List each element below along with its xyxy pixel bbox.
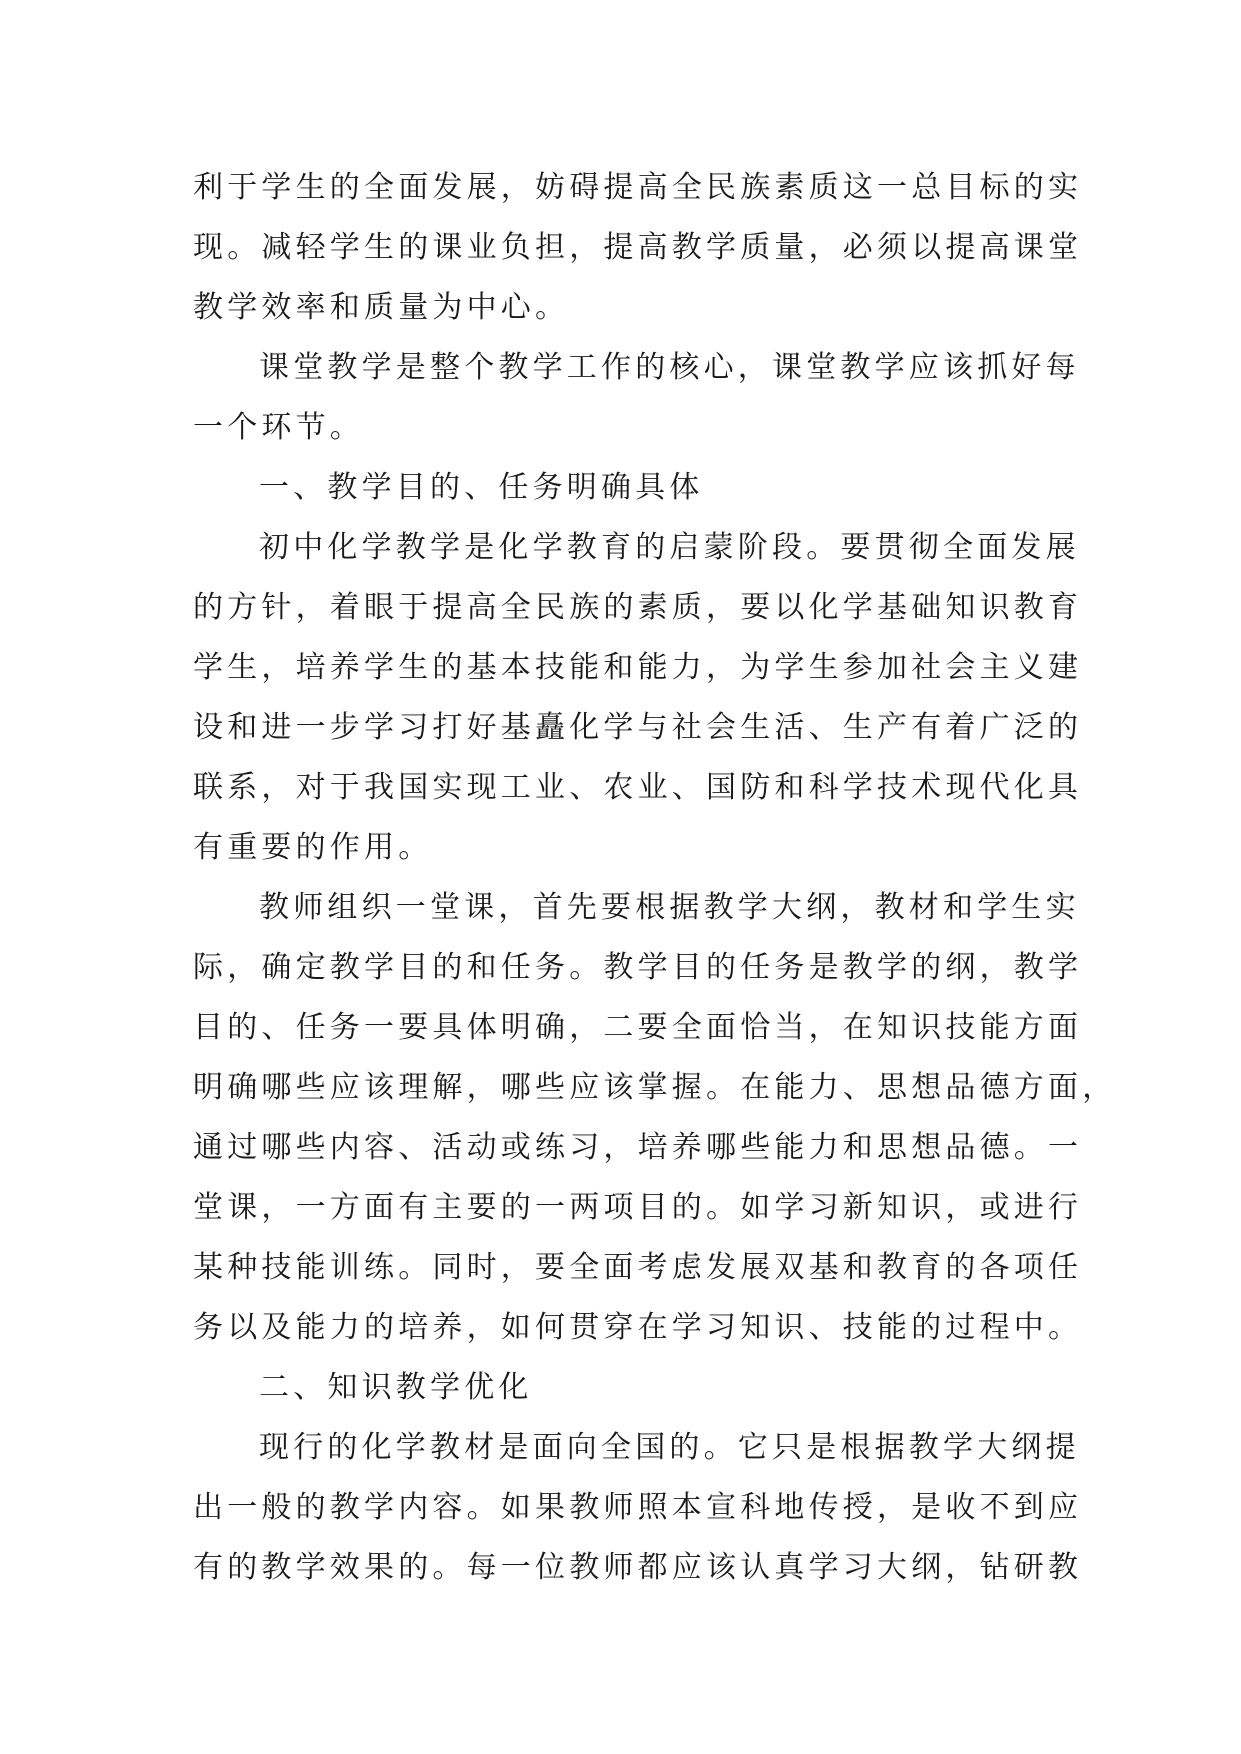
text-line: 利于学生的全面发展，妨碍提高全民族素质这一总目标的实 [193, 170, 1083, 205]
text-line: 一个环节。 [193, 410, 364, 445]
text-line: 出一般的教学内容。如果教师照本宣科地传授，是收不到应 [193, 1490, 1083, 1525]
text-line: 目的、任务一要具体明确，二要全面恰当，在知识技能方面 [193, 1010, 1083, 1045]
text-line: 初中化学教学是化学教育的启蒙阶段。要贯彻全面发展 [259, 530, 1080, 565]
text-line: 有重要的作用。 [193, 830, 433, 865]
text-line: 学生，培养学生的基本技能和能力，为学生参加社会主义建 [193, 650, 1083, 685]
text-line: 教学效率和质量为中心。 [193, 290, 570, 325]
text-line: 某种技能训练。同时，要全面考虑发展双基和教育的各项任 [193, 1250, 1083, 1285]
text-line: 现行的化学教材是面向全国的。它只是根据教学大纲提 [259, 1430, 1080, 1465]
text-line: 明确哪些应该理解，哪些应该掌握。在能力、思想品德方面， [193, 1070, 1117, 1105]
text-line: 通过哪些内容、活动或练习，培养哪些能力和思想品德。一 [193, 1130, 1083, 1165]
text-line: 联系，对于我国实现工业、农业、国防和科学技术现代化具 [193, 770, 1083, 805]
text-line: 课堂教学是整个教学工作的核心，课堂教学应该抓好每 [259, 350, 1080, 385]
text-line: 现。减轻学生的课业负担，提高教学质量，必须以提高课堂 [193, 230, 1083, 265]
text-line: 堂课，一方面有主要的一两项目的。如学习新知识，或进行 [193, 1190, 1083, 1225]
text-line: 二、知识教学优化 [259, 1370, 533, 1405]
text-line: 设和进一步学习打好基矗化学与社会生活、生产有着广泛的 [193, 710, 1083, 745]
text-line: 教师组织一堂课，首先要根据教学大纲，教材和学生实 [259, 890, 1080, 925]
text-line: 的方针，着眼于提高全民族的素质，要以化学基础知识教育 [193, 590, 1083, 625]
text-line: 际，确定教学目的和任务。教学目的任务是教学的纲，教学 [193, 950, 1083, 985]
text-line: 务以及能力的培养，如何贯穿在学习知识、技能的过程中。 [193, 1310, 1083, 1345]
text-line: 有的教学效果的。每一位教师都应该认真学习大纲，钻研教 [193, 1550, 1083, 1585]
document-body [193, 158, 1117, 1598]
text-line: 一、教学目的、任务明确具体 [259, 470, 704, 505]
